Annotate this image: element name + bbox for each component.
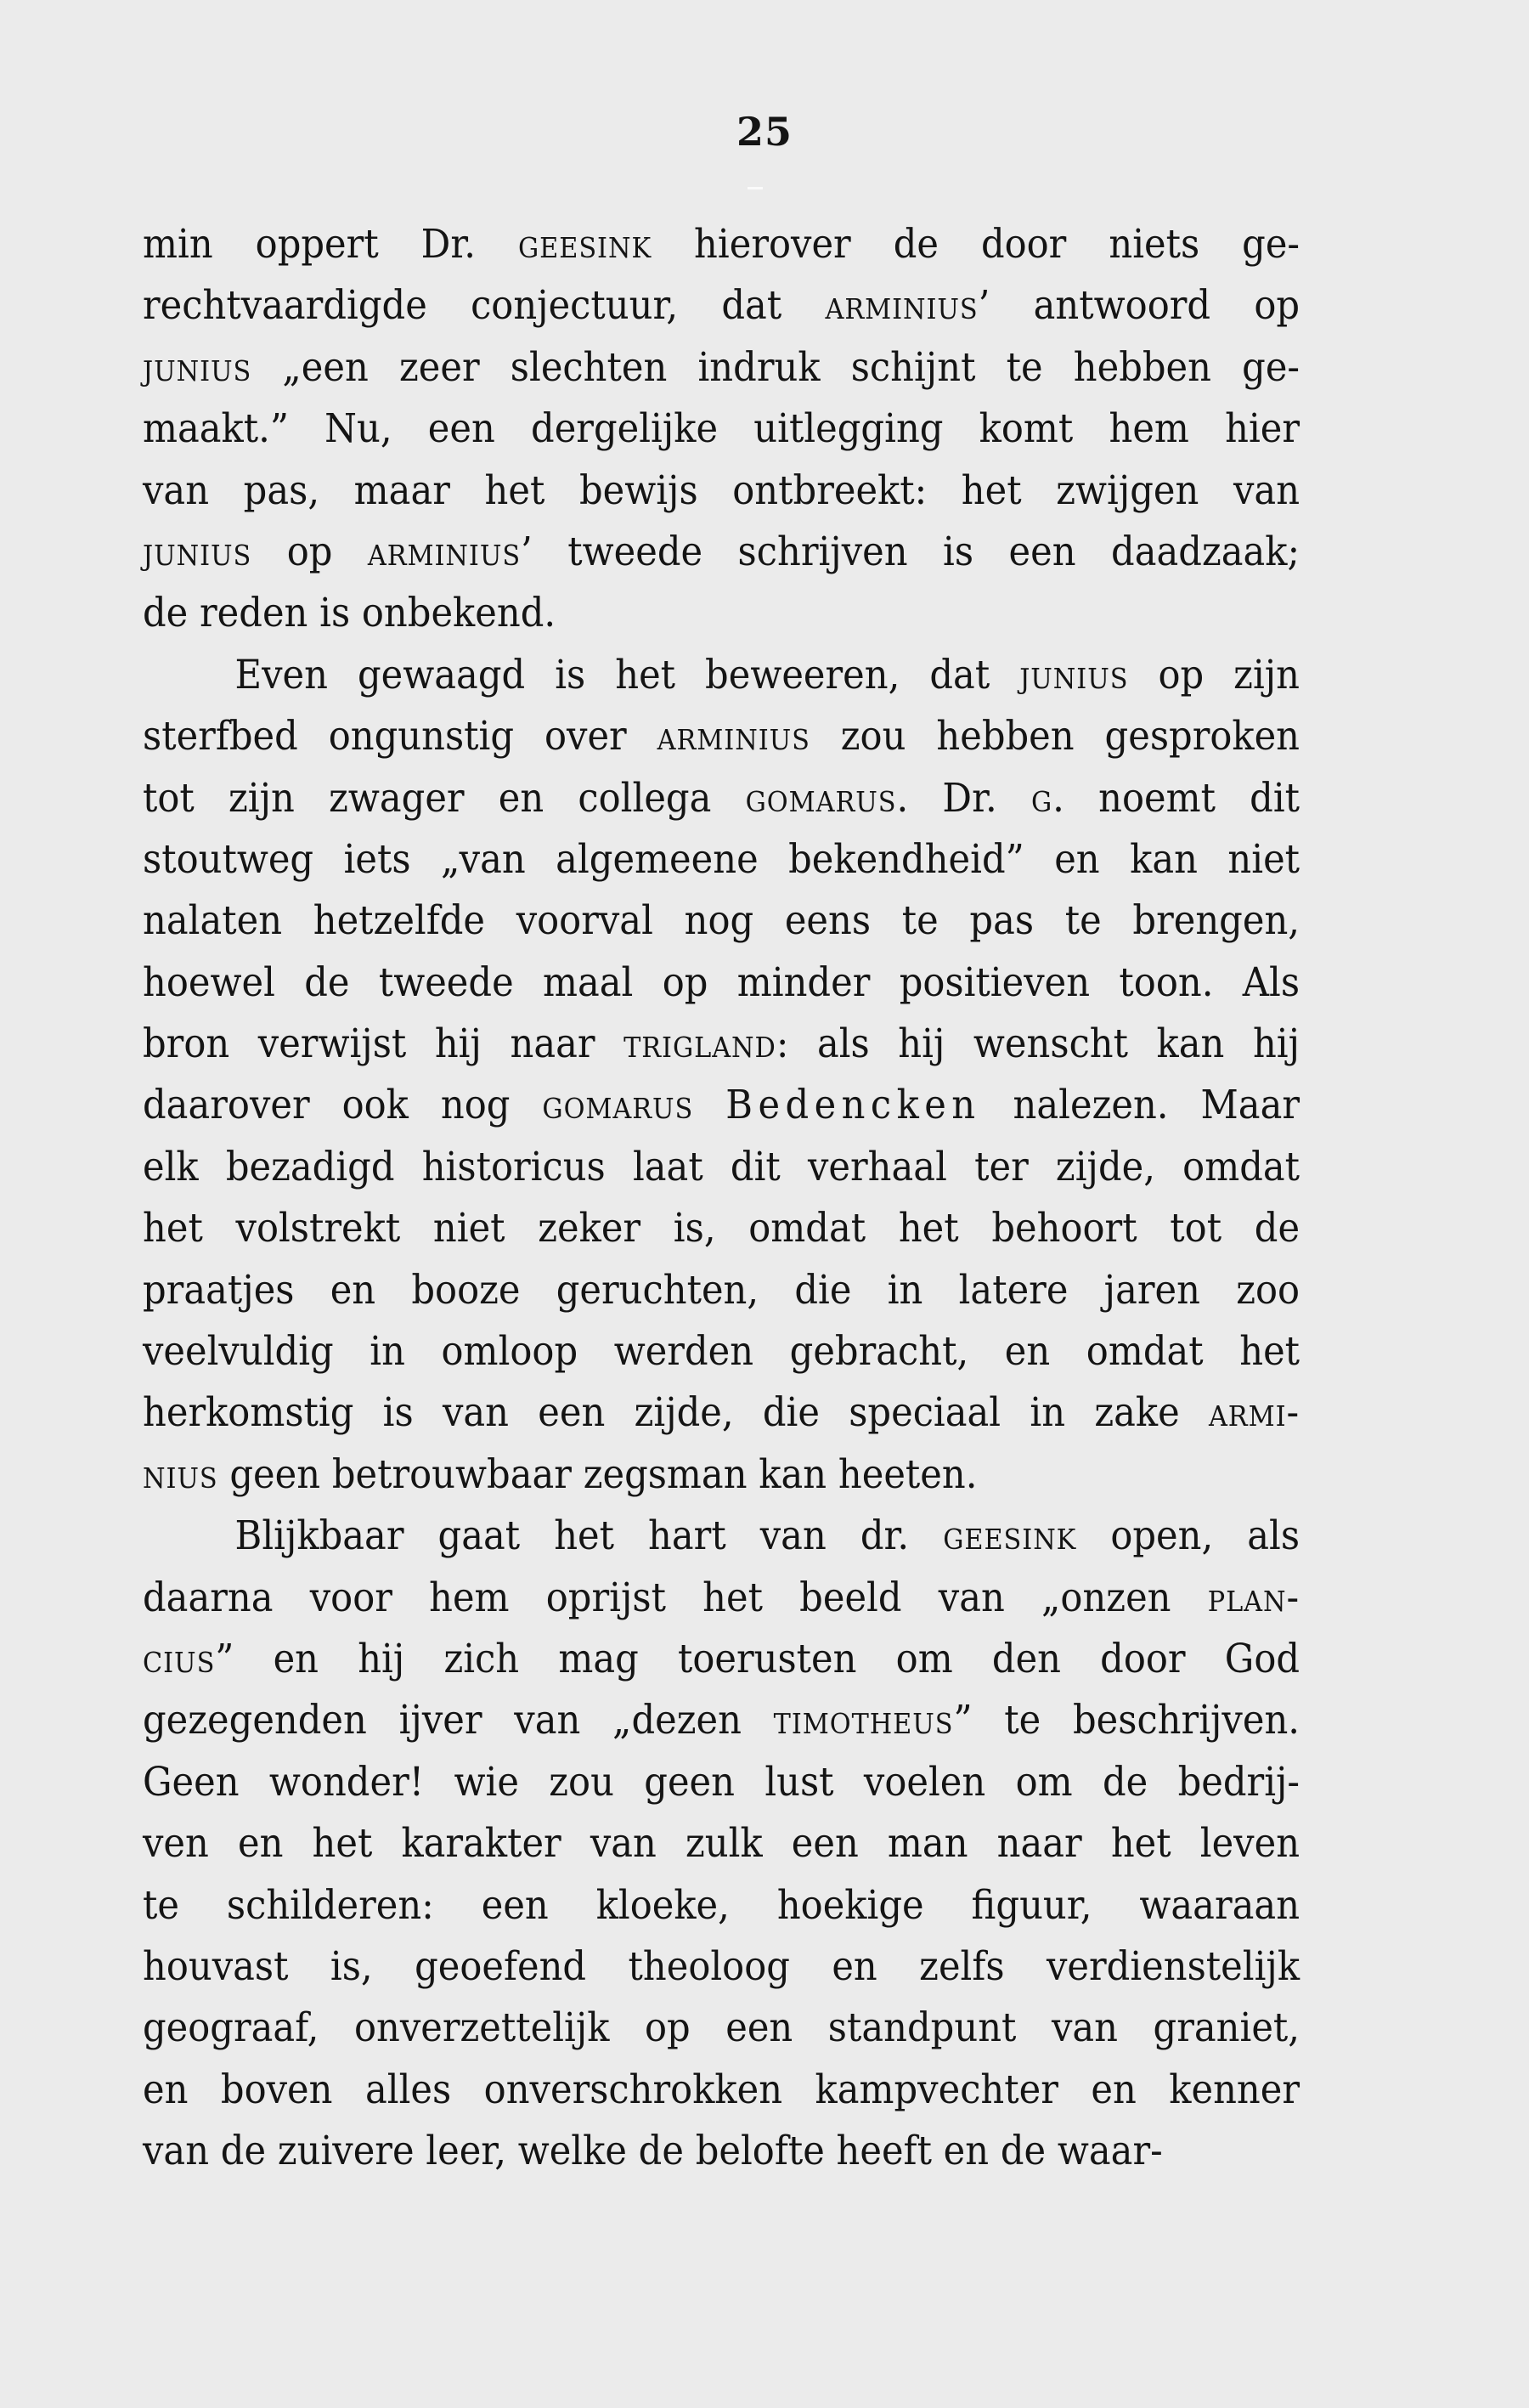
text-line xyxy=(143,1137,1300,1198)
text-run: het volstrekt niet zeker is, omdat het behoort tot de xyxy=(143,1205,1300,1252)
text-line xyxy=(143,1690,1300,1751)
text-run: van de zuivere leer, welke de belofte heeft en de waar- xyxy=(143,2128,1163,2175)
name-small-caps: arminius xyxy=(657,713,810,760)
text-run: rechtvaardigde conjectuur, dat xyxy=(143,282,826,330)
text-run: en boven alles onverschrokken kampvechter en kenner xyxy=(143,2066,1300,2113)
text-run: ’ tweede schrijven is een daadzaak; xyxy=(521,528,1300,575)
name-small-caps: trigland xyxy=(623,1020,776,1068)
name-small-caps: cius xyxy=(143,1635,216,1682)
page-number: 25 xyxy=(736,109,793,155)
text-line xyxy=(143,214,1300,275)
text-line xyxy=(143,1260,1300,1321)
text-run: stoutweg iets „van algemeene bekendheid” en kan niet xyxy=(143,835,1300,883)
text-run: geograaf, onverzettelijk op een standpunt van graniet, xyxy=(143,2004,1300,2052)
text-run: tot zijn zwager en collega xyxy=(143,774,746,822)
text-line xyxy=(143,829,1300,890)
text-run: op xyxy=(251,528,368,575)
name-small-caps: geesink xyxy=(943,1512,1077,1560)
name-small-caps: geesink xyxy=(518,221,652,268)
name-small-caps: arminius xyxy=(825,282,979,330)
name-small-caps: junius xyxy=(143,343,252,391)
text-run: ” te beschrijven. xyxy=(953,1697,1300,1744)
text-line xyxy=(143,399,1300,460)
text-run: op zijn xyxy=(1128,651,1300,698)
paragraph xyxy=(143,214,1300,645)
text-run: . Dr. xyxy=(896,774,1031,822)
text-run: . noemt dit xyxy=(1052,774,1300,822)
text-line xyxy=(143,522,1300,583)
text-run: gezegenden ijver van „dezen xyxy=(143,1697,774,1744)
text-run: sterfbed ongunstig over xyxy=(143,713,657,760)
paragraph xyxy=(143,645,1300,1506)
name-small-caps: nius xyxy=(143,1450,218,1498)
name-small-caps: junius xyxy=(143,528,252,575)
text-line xyxy=(143,1075,1300,1136)
text-run: veelvuldig in omloop werden gebracht, en omdat het xyxy=(143,1328,1300,1376)
text-run: bron verwijst hij naar xyxy=(143,1020,624,1068)
text-line xyxy=(143,461,1300,522)
text-line xyxy=(143,1752,1300,1813)
text-run: houvast is, geoefend theoloog en zelfs verdienstelijk xyxy=(143,1942,1300,1990)
text-line xyxy=(143,275,1300,336)
text-run: „een zeer slechten indruk schijnt te hebben ge- xyxy=(251,343,1300,391)
text-run: daarna voor hem oprijst het beeld van „onzen xyxy=(143,1574,1208,1621)
body-text xyxy=(143,214,1300,2183)
text-line xyxy=(143,2121,1300,2182)
text-line xyxy=(143,1629,1300,1690)
text-run: : als hij wenscht kan hij xyxy=(776,1020,1300,1068)
text-line xyxy=(143,337,1300,399)
text-line xyxy=(143,1568,1300,1629)
text-run: min oppert Dr. xyxy=(143,221,519,268)
name-small-caps: plan- xyxy=(1207,1574,1300,1621)
paragraph xyxy=(143,1506,1300,2182)
text-line xyxy=(143,1321,1300,1382)
name-small-caps: junius xyxy=(1019,651,1129,698)
text-line xyxy=(143,706,1300,767)
text-run: Geen wonder! wie zou geen lust voelen om de bedrij- xyxy=(143,1758,1300,1806)
text-run: elk bezadigd historicus laat dit verhaal ter zijde, omdat xyxy=(143,1143,1300,1190)
text-line xyxy=(143,1382,1300,1444)
text-line xyxy=(143,1198,1300,1259)
text-line xyxy=(143,1444,1300,1506)
text-line xyxy=(143,1936,1300,1998)
text-line xyxy=(143,890,1300,952)
text-run: nalaten hetzelfde voorval nog eens te pas te brengen, xyxy=(143,897,1300,945)
text-line xyxy=(143,2060,1300,2121)
text-line xyxy=(143,1813,1300,1874)
name-small-caps: armi- xyxy=(1208,1389,1300,1437)
text-run: hoewel de tweede maal op minder positieven toon. Als xyxy=(143,958,1300,1006)
name-small-caps: gomarus xyxy=(745,774,897,822)
text-run: maakt.” Nu, een dergelijke uitlegging komt hem hier xyxy=(143,405,1300,453)
text-run: praatjes en booze geruchten, die in latere jaren zoo xyxy=(143,1266,1300,1314)
text-run: nalezen. Maar xyxy=(980,1082,1300,1129)
text-run: daarover ook nog xyxy=(143,1082,543,1129)
name-small-caps: g xyxy=(1030,774,1053,822)
text-run: ’ antwoord op xyxy=(978,282,1300,330)
text-line xyxy=(143,1998,1300,2059)
text-run: ven en het karakter van zulk een man naar het leven xyxy=(143,1820,1300,1868)
text-run: van pas, maar het bewijs ontbreekt: het zwijgen van xyxy=(143,466,1300,514)
text-run: zou hebben gesproken xyxy=(810,713,1300,760)
text-run: Even gewaagd is het beweeren, dat xyxy=(234,651,1020,698)
name-small-caps: arminius xyxy=(367,528,522,575)
text-run xyxy=(693,1082,725,1128)
text-line xyxy=(143,952,1300,1014)
text-run: herkomstig is van een zijde, die speciaal in zake xyxy=(143,1389,1209,1437)
text-line xyxy=(143,1875,1300,1936)
text-line xyxy=(143,645,1300,706)
text-run: geen betrouwbaar zegsman kan heeten. xyxy=(217,1450,978,1498)
text-line xyxy=(143,1014,1300,1075)
text-run: open, als xyxy=(1076,1512,1300,1560)
text-run: de reden is onbekend. xyxy=(143,590,556,637)
name-small-caps: gomarus xyxy=(542,1082,694,1129)
text-run: Blijkbaar gaat het hart van dr. xyxy=(234,1512,944,1560)
text-run: hierover de door niets ge- xyxy=(652,221,1300,268)
header-rule xyxy=(748,187,763,189)
text-line xyxy=(143,583,1300,644)
name-small-caps: timotheus xyxy=(773,1697,954,1744)
emphasis-spaced: Bedencken xyxy=(725,1082,981,1129)
text-line xyxy=(143,1506,1300,1567)
text-run: te schilderen: een kloeke, hoekige figuur, waaraan xyxy=(143,1881,1300,1929)
text-line xyxy=(143,768,1300,829)
text-run: ” en hij zich mag toerusten om den door God xyxy=(215,1635,1300,1682)
